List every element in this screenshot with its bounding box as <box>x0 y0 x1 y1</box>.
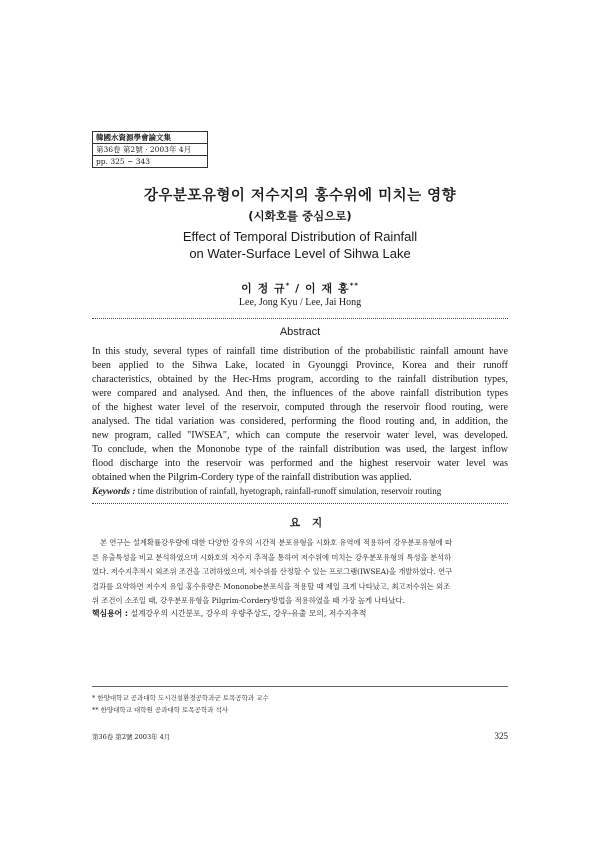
footer-issue: 第36卷 第2號 2003年 4月 <box>92 733 171 741</box>
footnote-author-1: * 한양대학교 공과대학 도시건설환경공학과군 토목공학과 교수 <box>92 694 269 702</box>
abstract-line: new program, called "IWSEA", which can compute the reservoir water level, was developed. <box>92 430 508 441</box>
abstract-line: In this study, several types of rainfall time distribution of the probabilistic rainfall amount have <box>92 346 508 357</box>
yoji-keywords <box>92 608 508 619</box>
yoji-line: 결과를 요약하면 저수지 유입 홍수유량은 Mononobe분포식을 적용할 때 제일 크게 나타났고, 최고저수위는 외조 <box>92 581 451 591</box>
journal-name: 韓國水資源學會論文集 <box>93 132 207 144</box>
journal-issue: 第36卷 第2號 · 2003年 4月 <box>93 144 207 156</box>
journal-info-box <box>92 131 208 168</box>
keywords-text: time distribution of rainfall, hyetograph, rainfall-runoff simulation, reservoir routing <box>135 486 442 496</box>
author-2-mark: ** <box>349 281 359 290</box>
journal-pages: pp. 325 ~ 343 <box>96 157 151 166</box>
subtitle-korean: (시화호를 중심으로) <box>248 209 352 223</box>
dotted-divider-bottom <box>92 503 508 504</box>
author-2-korean: 이 재 홍 <box>305 282 350 295</box>
yoji-body <box>92 536 508 609</box>
yoji-keywords-text: 설계강우의 시간분포, 강우의 우량주상도, 강우-유출 모의, 저수지추적 <box>127 609 367 618</box>
abstract-line: been applied to the Sihwa Lake, located in Gyounggi Province, Korea and their runoff <box>92 360 508 371</box>
title-english-line-2: on Water-Surface Level of Sihwa Lake <box>189 246 411 261</box>
author-1-korean: 이 정 규 <box>241 282 286 295</box>
abstract-line: analysed. The tidal variation was considered, performing the flood routing and, in addition, the <box>92 416 508 427</box>
author-separator: / <box>290 282 306 295</box>
author-1-mark: * <box>285 281 291 290</box>
footnote-author-2: ** 한양대학교 대학원 공과대학 토목공학과 석사 <box>92 706 229 714</box>
dotted-divider-top <box>92 318 508 319</box>
keywords-label: Keywords : <box>92 487 136 497</box>
abstract-line: obtained when the Pilgrim-Cordery type of the rainfall distribution was applied. <box>92 472 412 483</box>
abstract-heading: Abstract <box>279 326 321 338</box>
title-english-line-1: Effect of Temporal Distribution of Rainfall <box>182 229 418 244</box>
yoji-heading: 요지 <box>289 517 335 529</box>
footnote-rule <box>92 686 508 687</box>
abstract-line: characteristics, obtained by the Hec-Hms program, according to the rainfall distribution types, <box>92 374 508 385</box>
yoji-line: 였다. 저수지추적시 외조위 조건을 고려하였으며, 저수위를 산정할 수 있는 프로그램(IWSEA)을 개발하였다. 연구 <box>92 567 453 576</box>
abstract-line: To conclude, when the Mononobe type of the rainfall distribution was used, the largest inflow <box>92 444 508 455</box>
yoji-keywords-label: 핵심용어 : <box>92 609 128 618</box>
yoji-line: 본 연구는 설계확률강우량에 대한 다양한 강우의 시간적 분포유형을 시화호 유역에 적용하여 강우분포유형에 따 <box>100 538 453 547</box>
authors-korean <box>0 280 600 296</box>
yoji-line: 위 조건이 소조일 때, 강우분포유형을 Pilgrim-Cordery방법을 적용하였을 때 가장 높게 나타났다. <box>92 596 405 605</box>
yoji-line: 른 유출특성을 비교 분석하였으며 시화호의 저수지 추적을 통하여 저수위에 미치는 강우분포유형의 특성을 분석하 <box>92 552 452 562</box>
abstract-line: flood discharge into the reservoir was performed and the highest reservoir water level was <box>92 458 508 469</box>
abstract-body <box>92 345 508 485</box>
page-number: 325 <box>494 731 508 741</box>
authors-english: Lee, Jong Kyu / Lee, Jai Hong <box>238 297 362 308</box>
abstract-line: of the highest water level of the reservoir, computed through the reservoir flood routing, were <box>92 402 508 413</box>
title-korean: 강우분포유형이 저수지의 홍수위에 미치는 영향 <box>143 188 457 204</box>
abstract-keywords <box>92 486 508 497</box>
abstract-line: were compared and analysed. And then, the influences of the above rainfall distribution types <box>92 388 508 399</box>
